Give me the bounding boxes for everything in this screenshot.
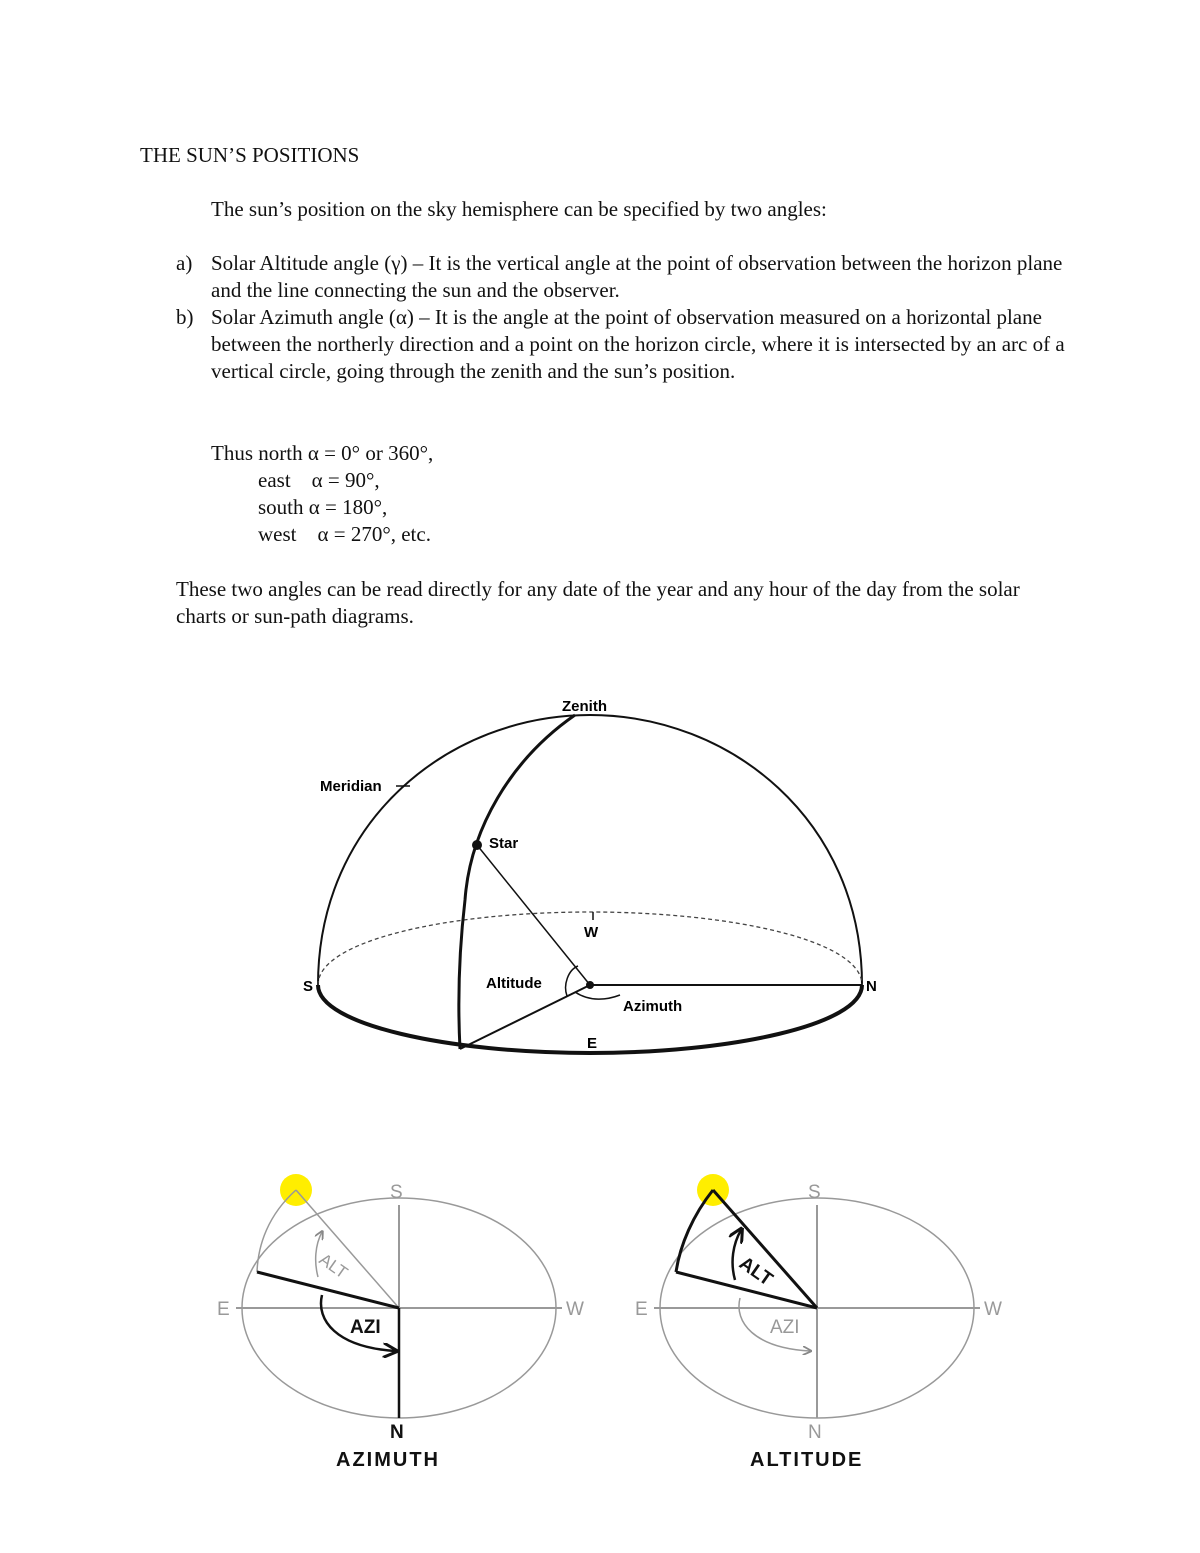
altitude-south-label: S bbox=[808, 1182, 821, 1203]
north-label: N bbox=[866, 978, 877, 995]
azimuth-caption: AZIMUTH bbox=[336, 1449, 440, 1471]
azimuth-north-label: N bbox=[390, 1422, 404, 1443]
south-label: S bbox=[303, 978, 314, 995]
closing-paragraph: These two angles can be read directly for any date of the year and any hour of the day from the solar charts or sun-path diagrams. bbox=[176, 577, 1020, 628]
east-label: E bbox=[587, 1035, 598, 1052]
altitude-sun-line bbox=[713, 1190, 817, 1308]
definition-altitude: Solar Altitude angle (γ) – It is the vertical angle at the point of observation between the horizon plane and the line connecting the sun and the observer. bbox=[211, 251, 1063, 302]
page-title: THE SUN’S POSITIONS bbox=[140, 143, 360, 167]
altitude-east-label: E bbox=[635, 1299, 648, 1320]
azimuth-alt-label: ALT bbox=[315, 1249, 352, 1283]
direction-west: west α = 270°, etc. bbox=[258, 522, 431, 546]
altitude-caption: ALTITUDE bbox=[750, 1449, 864, 1471]
azimuth-label: Azimuth bbox=[623, 998, 683, 1015]
azimuth-south-label: S bbox=[390, 1182, 403, 1203]
meridian-label: Meridian bbox=[320, 778, 382, 795]
azimuth-east-label: E bbox=[217, 1299, 230, 1320]
direction-south: south α = 180°, bbox=[258, 495, 388, 519]
altitude-alt-label: ALT bbox=[735, 1252, 777, 1291]
altitude-north-label: N bbox=[808, 1422, 822, 1443]
star-label: Star bbox=[489, 835, 519, 852]
intro-text: The sun’s position on the sky hemisphere can be specified by two angles: bbox=[211, 197, 827, 221]
altitude-azi-label: AZI bbox=[770, 1317, 800, 1338]
definition-label-a: a) bbox=[176, 251, 193, 275]
definition-azimuth: Solar Azimuth angle (α) – It is the angle at the point of observation measured on a horizontal plane between the northerly direction and a point on the horizon circle, where it is intersected by an arc of a vertical circle, going through the zenith and the sun’s position. bbox=[211, 305, 1065, 383]
direction-north: Thus north α = 0° or 360°, bbox=[211, 441, 434, 465]
azimuth-west-label: W bbox=[566, 1299, 584, 1320]
altitude-label: Altitude bbox=[486, 975, 542, 992]
altitude-west-label: W bbox=[984, 1299, 1002, 1320]
west-label: W bbox=[584, 924, 599, 941]
zenith-label: Zenith bbox=[562, 698, 607, 715]
direction-east: east α = 90°, bbox=[258, 468, 380, 492]
definition-label-b: b) bbox=[176, 305, 194, 329]
azimuth-azi-label: AZI bbox=[350, 1317, 381, 1338]
